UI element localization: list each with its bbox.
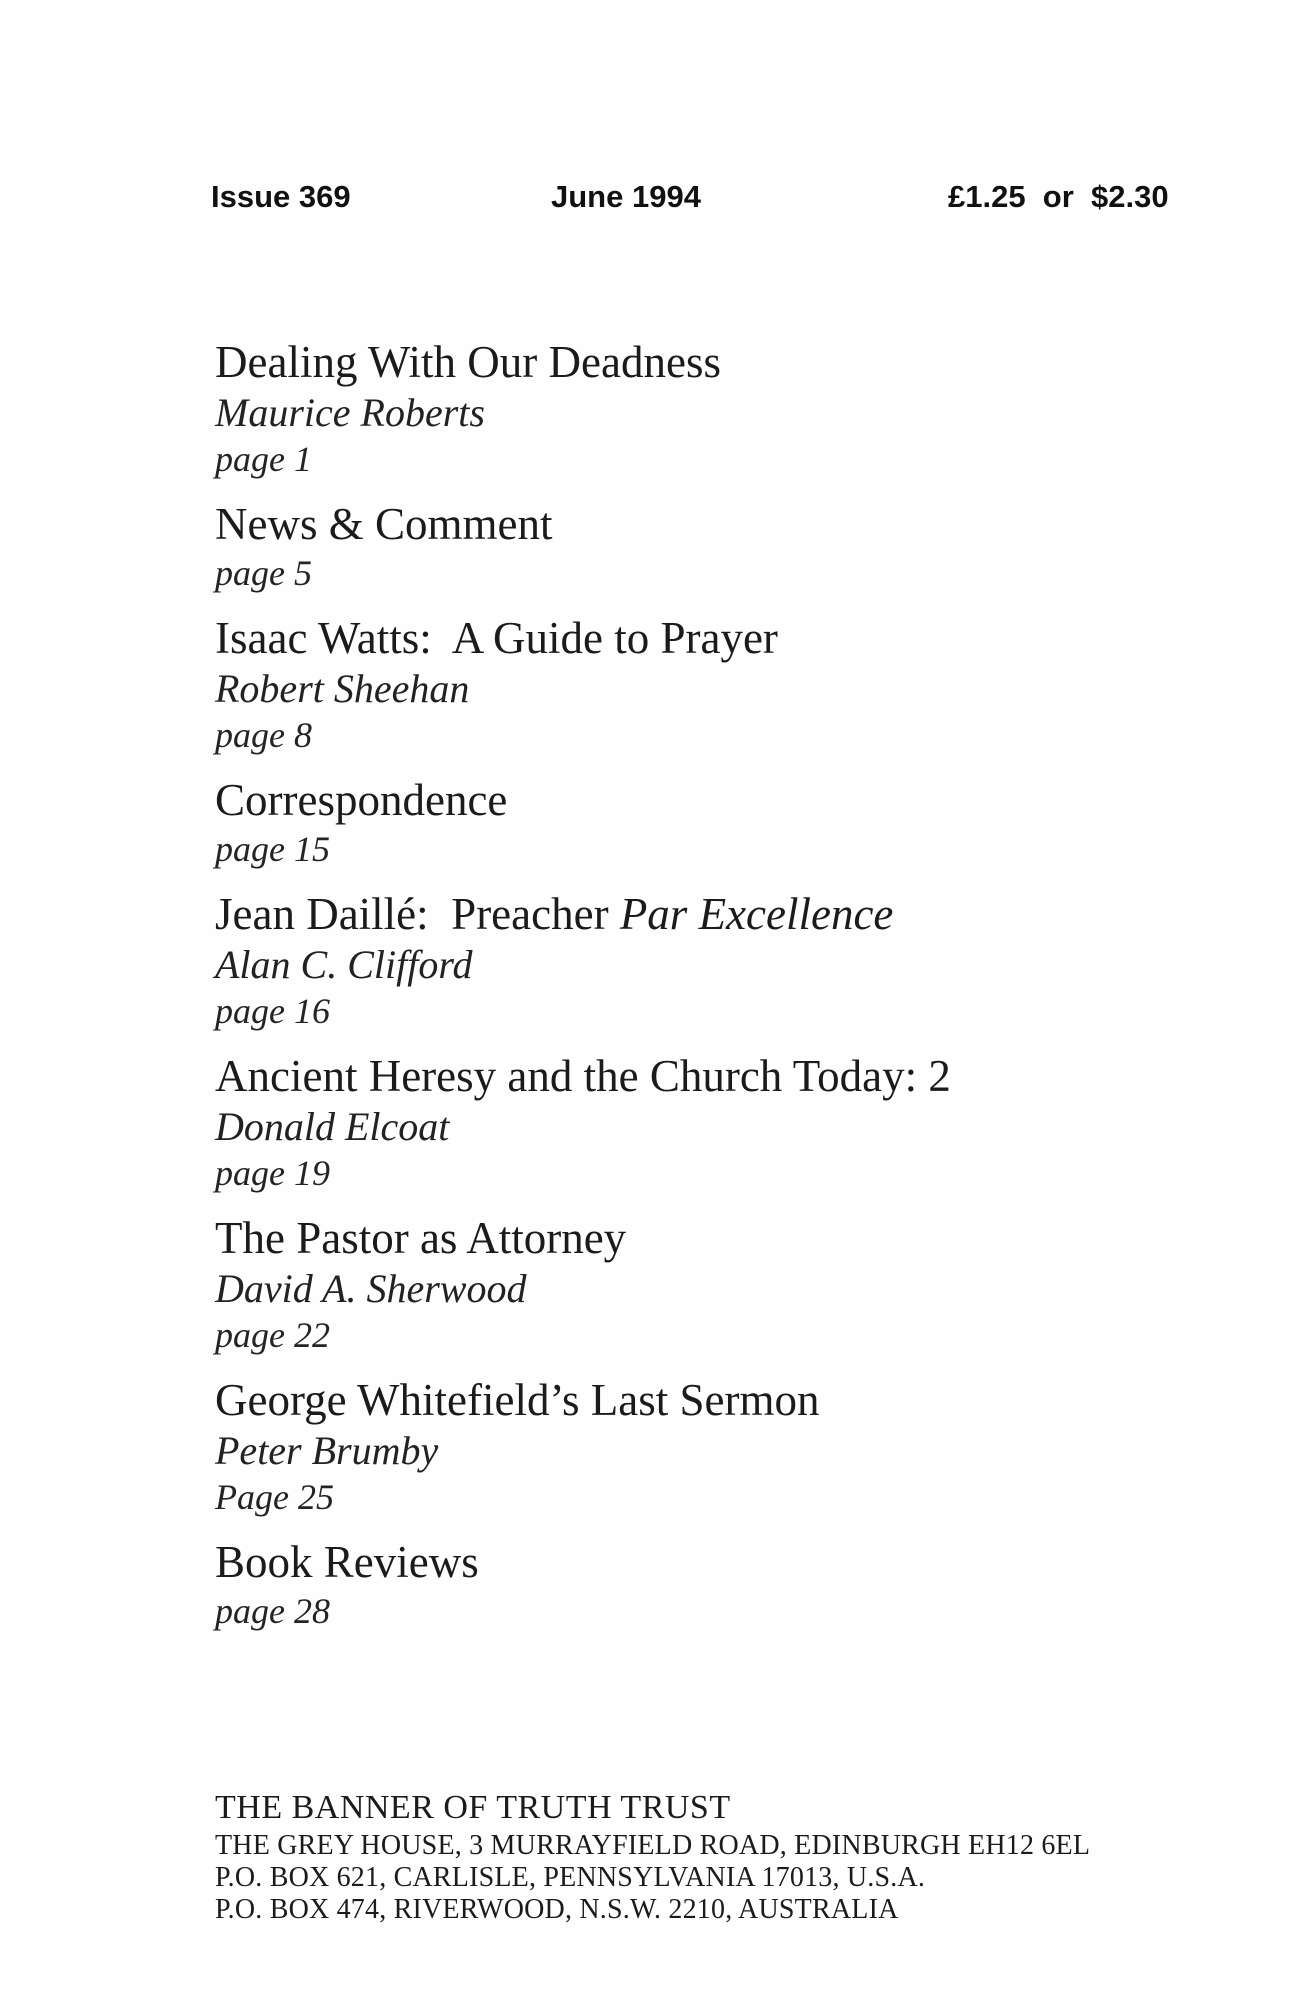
article-title-text: Ancient Heresy and the Church Today: 2	[215, 1051, 951, 1101]
table-of-contents	[215, 335, 1234, 1649]
article-author: Alan C. Clifford	[215, 942, 473, 987]
publisher-address-usa: P.O. BOX 621, CARLISLE, PENNSYLVANIA 17013, U.S.A.	[215, 1862, 926, 1893]
article-title	[215, 611, 1234, 665]
article-title	[215, 1373, 1234, 1427]
article-title-text: Book Reviews	[215, 1537, 479, 1587]
article-title-text: Dealing With Our Deadness	[215, 337, 721, 387]
toc-entry	[215, 1211, 1234, 1357]
article-author: Peter Brumby	[215, 1428, 439, 1473]
article-page-ref: page 16	[215, 991, 330, 1031]
article-title-text: George Whitefield’s Last Sermon	[215, 1375, 820, 1425]
article-title-text: Correspondence	[215, 775, 508, 825]
publisher-name: THE BANNER OF TRUTH TRUST	[215, 1789, 731, 1826]
toc-entry	[215, 335, 1234, 481]
issue-date: June 1994	[551, 179, 701, 214]
publisher-address-edinburgh: THE GREY HOUSE, 3 MURRAYFIELD ROAD, EDINBURGH EH12 6EL	[215, 1830, 1091, 1861]
toc-entry	[215, 1535, 1234, 1633]
toc-entry	[215, 497, 1234, 595]
article-title	[215, 335, 1234, 389]
publisher-address-australia: P.O. BOX 474, RIVERWOOD, N.S.W. 2210, AUSTRALIA	[215, 1894, 899, 1925]
issue-number: Issue 369	[211, 179, 351, 214]
article-page-ref: page 8	[215, 715, 312, 755]
article-page-ref: Page 25	[215, 1477, 334, 1517]
article-page-ref: page 15	[215, 829, 330, 869]
article-title	[215, 1211, 1234, 1265]
article-title-text: The Pastor as Attorney	[215, 1213, 627, 1263]
article-page-ref: page 22	[215, 1315, 330, 1355]
article-title	[215, 1049, 1234, 1103]
article-page-ref: page 19	[215, 1153, 330, 1193]
article-title-text: News & Comment	[215, 499, 553, 549]
article-author: David A. Sherwood	[215, 1266, 527, 1311]
issue-price: £1.25 or $2.30	[948, 179, 1169, 214]
article-title-italic: Par Excellence	[619, 889, 894, 939]
article-title	[215, 1535, 1234, 1589]
article-author: Robert Sheehan	[215, 666, 470, 711]
publisher-imprint	[215, 1787, 1090, 1926]
masthead	[0, 181, 1294, 221]
article-title	[215, 887, 1234, 941]
article-title	[215, 773, 1234, 827]
article-title-text: Jean Daillé: Preacher	[215, 889, 620, 939]
toc-entry	[215, 773, 1234, 871]
article-page-ref: page 28	[215, 1591, 330, 1631]
toc-entry	[215, 1049, 1234, 1195]
article-page-ref: page 5	[215, 553, 312, 593]
article-title-text: Isaac Watts: A Guide to Prayer	[215, 613, 778, 663]
toc-entry	[215, 887, 1234, 1033]
article-author: Maurice Roberts	[215, 390, 485, 435]
toc-entry	[215, 611, 1234, 757]
article-title	[215, 497, 1234, 551]
article-author: Donald Elcoat	[215, 1104, 450, 1149]
toc-entry	[215, 1373, 1234, 1519]
article-page-ref: page 1	[215, 439, 312, 479]
